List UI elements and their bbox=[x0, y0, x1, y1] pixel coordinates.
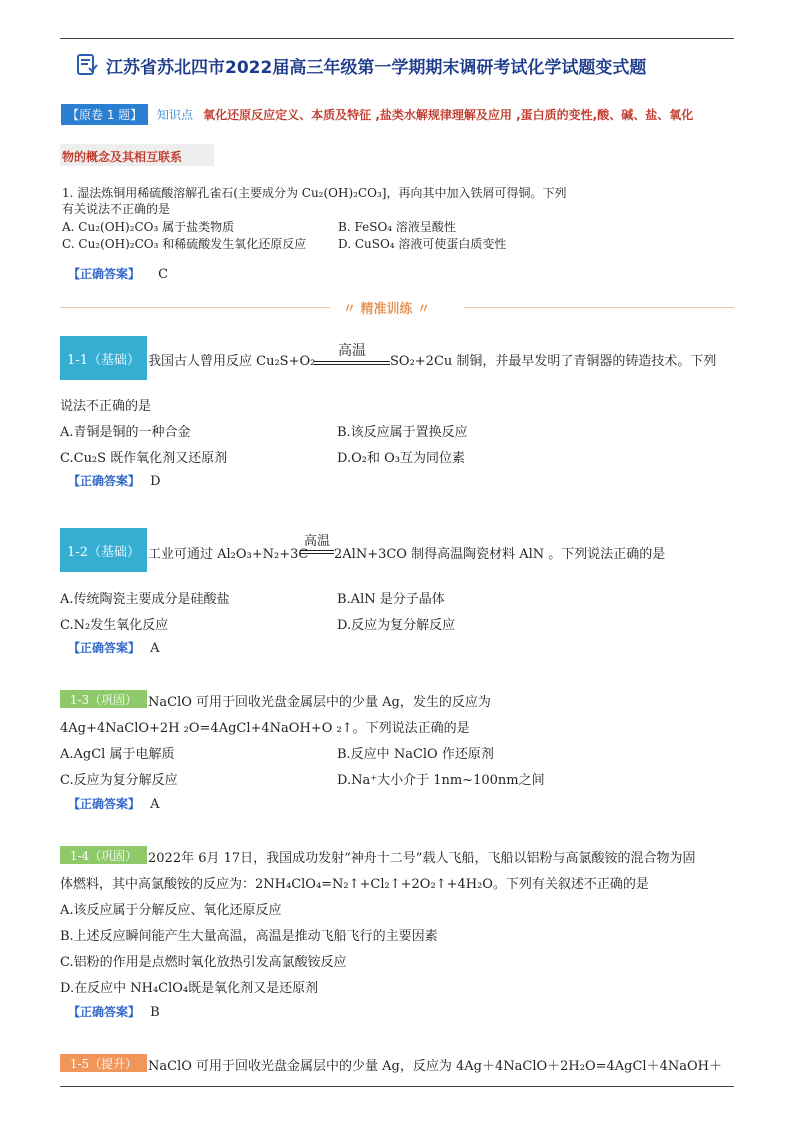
section-divider-label: 精准训练 bbox=[360, 302, 413, 317]
q4-option-a: A.该反应属于分解反应、氧化还原反应 bbox=[60, 903, 282, 918]
q2-condition-text: 高温 bbox=[303, 534, 330, 549]
knowledge-label: 知识点 bbox=[157, 108, 194, 122]
knowledge-line-2: 物的概念及其相互联系 bbox=[62, 150, 183, 164]
q4-stem-line-1: 2022年 6月 17日，我国成功发射“神舟十二号”载人飞船，飞船以铝粉与高氯酸铵的混合物为固 bbox=[148, 851, 696, 866]
original-stem-line-1: 1. 湿法炼铜用稀硫酸溶解孔雀石(主要成分为 Cu₂(OH)₂CO₃]，再向其中加入铁屑可得铜。下列 bbox=[62, 186, 567, 200]
header-rule bbox=[60, 38, 734, 39]
divider-deco-right: 〃 bbox=[412, 302, 431, 317]
q3-stem-line-2: 4Ag+4NaClO+2H ₂O=4AgCl+4NaOH+O ₂↑。下列说法正确的是 bbox=[60, 721, 470, 736]
q2-condition bbox=[300, 530, 334, 554]
original-question-tag: 【原卷 1 题】 bbox=[61, 104, 148, 125]
q3-option-d: D.Na⁺大小介于 1nm~100nm之间 bbox=[337, 773, 545, 788]
answer-value: A bbox=[150, 797, 160, 812]
divider-right bbox=[464, 307, 734, 308]
answer-value: B bbox=[150, 1005, 160, 1020]
q4-answer bbox=[68, 1003, 160, 1020]
q3-stem-line-1: NaClO 可用于回收光盘金属层中的少量 Ag，发生的反应为 bbox=[148, 695, 491, 710]
q2-option-b: B.AlN 是分子晶体 bbox=[337, 592, 445, 607]
original-option-b: B. FeSO₄ 溶液呈酸性 bbox=[338, 220, 456, 234]
footer-rule bbox=[60, 1086, 734, 1087]
q4-badge: 1-4（巩固） bbox=[60, 846, 147, 864]
knowledge-points bbox=[157, 106, 693, 123]
answer-label: 【正确答案】 bbox=[68, 797, 141, 811]
q4-option-b: B.上述反应瞬间能产生大量高温，高温是推动飞船飞行的主要因素 bbox=[60, 929, 438, 944]
page-title bbox=[76, 50, 736, 80]
q2-option-d: D.反应为复分解反应 bbox=[337, 618, 456, 633]
original-option-a: A. Cu₂(OH)₂CO₃ 属于盐类物质 bbox=[62, 220, 235, 234]
original-option-c: C. Cu₂(OH)₂CO₃ 和稀硫酸发生氧化还原反应 bbox=[62, 237, 307, 251]
q2-stem-pre: 工业可通过 Al₂O₃+N₂+3C bbox=[148, 547, 309, 562]
answer-value: D bbox=[150, 474, 161, 489]
answer-label: 【正确答案】 bbox=[68, 474, 141, 488]
knowledge-line-1: 氧化还原反应定义、本质及特征 ,盐类水解规律理解及应用 ,蛋白质的变性,酸、碱、盐、氧化 bbox=[203, 108, 694, 122]
q1-answer bbox=[68, 472, 161, 489]
answer-label: 【正确答案】 bbox=[68, 641, 141, 655]
q3-answer bbox=[68, 795, 160, 812]
answer-label: 【正确答案】 bbox=[68, 1005, 141, 1019]
title-text: 江苏省苏北四市2022届高三年级第一学期期末调研考试化学试题变式题 bbox=[106, 57, 647, 78]
q1-equals-sign bbox=[314, 361, 390, 365]
divider-deco-left: 〃 bbox=[343, 302, 361, 317]
original-answer bbox=[68, 265, 168, 282]
q2-stem-post: 2AlN+3CO 制得高温陶瓷材料 AlN 。下列说法正确的是 bbox=[334, 547, 666, 562]
q2-option-a: A.传统陶瓷主要成分是硅酸盐 bbox=[60, 592, 230, 607]
q5-stem-line-1: NaClO 可用于回收光盘金属层中的少量 Ag，反应为 4Ag＋4NaClO＋2H₂O=4AgCl＋4NaOH＋ bbox=[148, 1059, 722, 1074]
q1-stem-pre: 我国古人曾用反应 Cu₂S+O₂ bbox=[148, 354, 316, 369]
q3-badge: 1-3（巩固） bbox=[60, 690, 147, 708]
document-icon bbox=[76, 54, 98, 76]
q4-stem-line-2: 体燃料，其中高氯酸铵的反应为：2NH₄ClO₄=N₂↑+Cl₂↑+2O₂↑+4H₂O。下列有关叙述不正确的是 bbox=[60, 877, 649, 892]
q3-option-a: A.AgCl 属于电解质 bbox=[60, 747, 175, 762]
q1-option-a: A.青铜是铜的一种合金 bbox=[60, 425, 191, 440]
q1-stem-line-2: 说法不正确的是 bbox=[60, 399, 152, 414]
section-divider bbox=[343, 298, 430, 317]
original-option-d: D. CuSO₄ 溶液可使蛋白质变性 bbox=[338, 237, 507, 251]
q1-option-b: B.该反应属于置换反应 bbox=[337, 425, 468, 440]
q1-condition bbox=[314, 340, 390, 365]
q2-option-c: C.N₂发生氧化反应 bbox=[60, 618, 169, 633]
divider-left bbox=[60, 307, 330, 308]
q3-option-c: C.反应为复分解反应 bbox=[60, 773, 178, 788]
q1-option-d: D.O₂和 O₃互为同位素 bbox=[337, 451, 465, 466]
original-stem-line-2: 有关说法不正确的是 bbox=[62, 202, 171, 216]
answer-label: 【正确答案】 bbox=[68, 267, 141, 281]
q2-equals-sign bbox=[300, 550, 334, 554]
answer-value: A bbox=[150, 641, 160, 656]
q4-option-d: D.在反应中 NH₄ClO₄既是氧化剂又是还原剂 bbox=[60, 981, 319, 996]
q2-badge: 1-2（基础） bbox=[60, 528, 147, 572]
q1-option-c: C.Cu₂S 既作氧化剂又还原剂 bbox=[60, 451, 228, 466]
answer-value: C bbox=[158, 267, 169, 282]
q3-option-b: B.反应中 NaClO 作还原剂 bbox=[337, 747, 494, 762]
q4-option-c: C.铝粉的作用是点燃时氧化放热引发高氯酸铵反应 bbox=[60, 955, 347, 970]
q5-badge: 1-5（提升） bbox=[60, 1054, 147, 1072]
q2-answer bbox=[68, 639, 160, 656]
q1-condition-text: 高温 bbox=[338, 343, 366, 359]
q1-stem-post: SO₂+2Cu 制铜，并最早发明了青铜器的铸造技术。下列 bbox=[390, 354, 717, 369]
q1-badge: 1-1（基础） bbox=[60, 336, 147, 380]
